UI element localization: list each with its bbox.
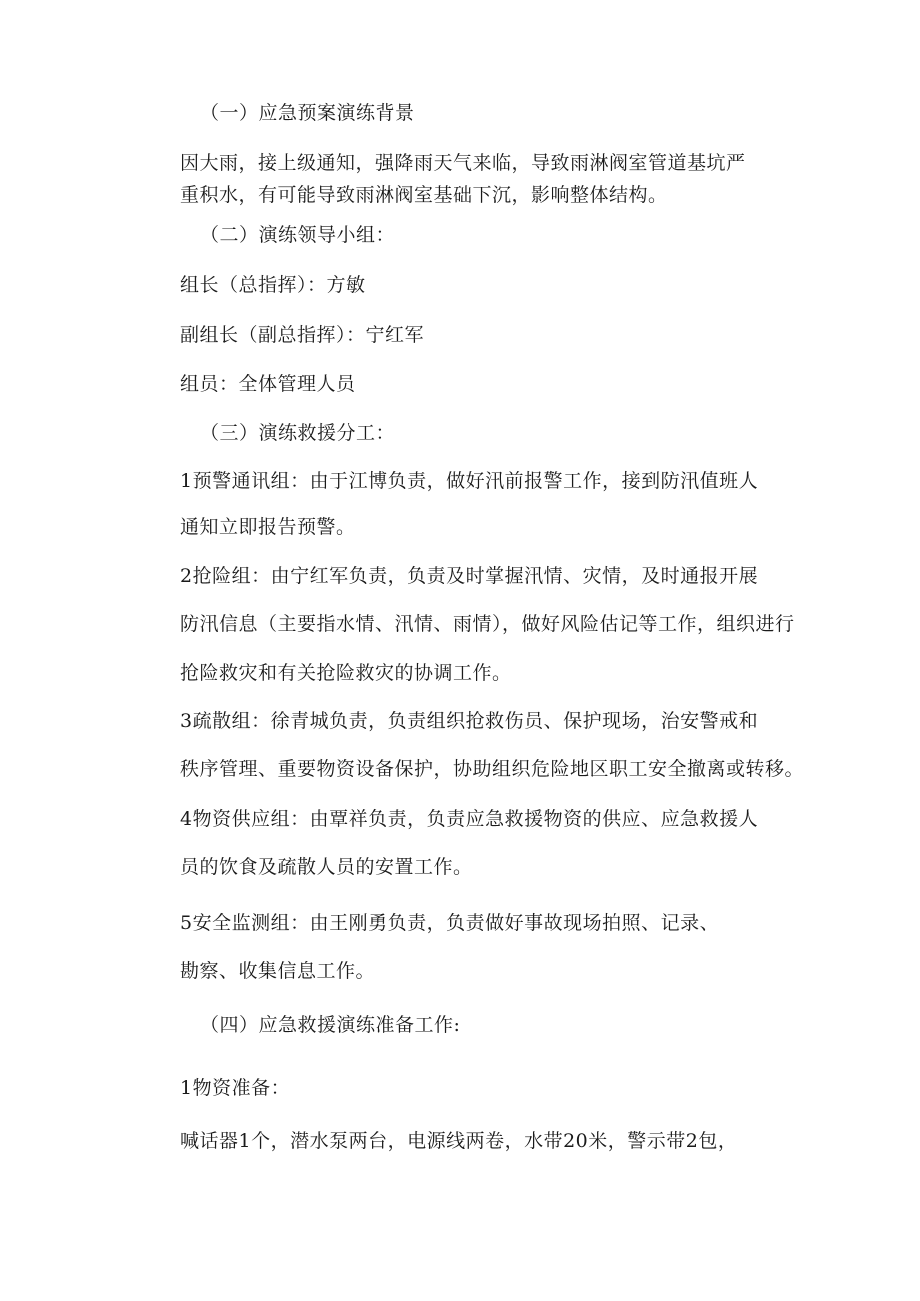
paragraph-line: 喊话器1个，潜水泵两台，电源线两卷，水带20米，警示带2包，: [180, 1130, 738, 1152]
paragraph-line: 因大雨，接上级通知，强降雨天气来临，导致雨淋阀室管道基坑严: [180, 152, 746, 174]
leader-line: 组长（总指挥）：方敏: [180, 274, 366, 296]
paragraph-line: 抢险救灾和有关抢险救灾的协调工作。: [180, 662, 512, 684]
paragraph-line: 防汛信息（主要指水情、汛情、雨情），做好风险估记等工作，组织进行: [180, 613, 795, 635]
paragraph-line: 3疏散组：徐青城负责，负责组织抢救伤员、保护现场，治安警戒和: [180, 710, 759, 732]
paragraph-line: 4物资供应组：由覃祥负责，负责应急救援物资的供应、应急救援人: [180, 808, 759, 830]
paragraph-line: 秩序管理、重要物资设备保护，协助组织危险地区职工安全撤离或转移。: [180, 758, 805, 780]
deputy-line: 副组长（副总指挥）：宁红军: [180, 324, 425, 346]
section-heading-2: （二）演练领导小组：: [200, 224, 396, 246]
paragraph-line: 5安全监测组：由王刚勇负责，负责做好事故现场拍照、记录、: [180, 912, 720, 934]
paragraph-line: 2抢险组：由宁红军负责，负责及时掌握汛情、灾情，及时通报开展: [180, 565, 759, 587]
paragraph-line: 重积水，有可能导致雨淋阀室基础下沉，影响整体结构。: [180, 184, 668, 206]
subheading: 1物资准备：: [180, 1077, 291, 1099]
section-heading-3: （三）演练救援分工：: [200, 422, 396, 444]
paragraph-line: 通知立即报告预警。: [180, 516, 356, 538]
paragraph-line: 1预警通讯组：由于江博负责，做好汛前报警工作，接到防汛值班人: [180, 470, 759, 492]
paragraph-line: 员的饮食及疏散人员的安置工作。: [180, 856, 473, 878]
section-heading-1: （一）应急预案演练背景: [200, 102, 415, 124]
members-line: 组员：全体管理人员: [180, 373, 356, 395]
section-heading-4: （四）应急救援演练准备工作:: [200, 1014, 461, 1036]
paragraph-line: 勘察、收集信息工作。: [180, 960, 376, 982]
